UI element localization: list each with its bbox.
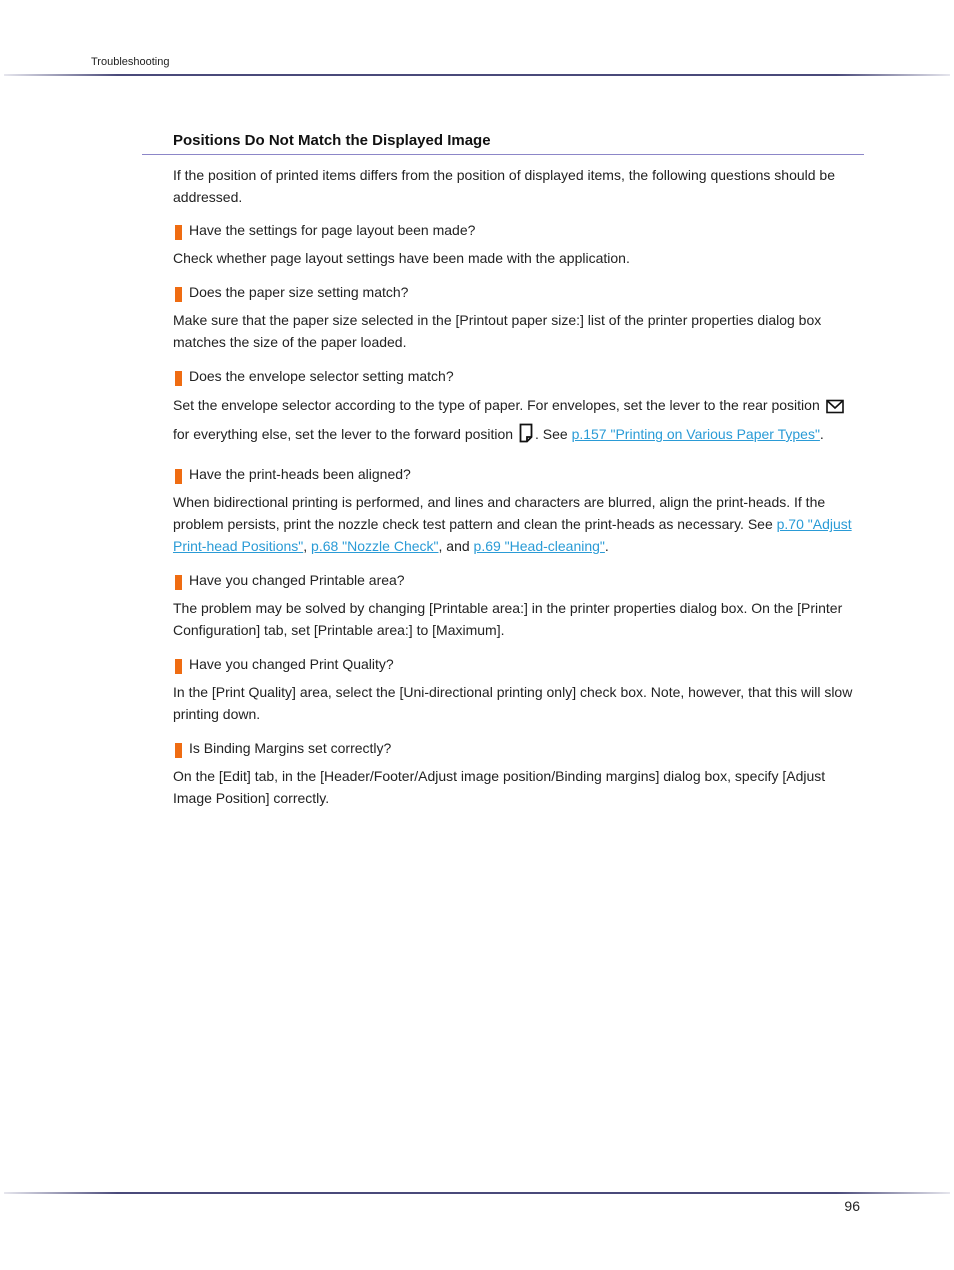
answer-text: Check whether page layout settings have been made with the application. xyxy=(173,250,630,266)
running-header: Troubleshooting xyxy=(91,56,170,68)
bullet-marker xyxy=(175,575,182,590)
question-text: Have you changed Printable area? xyxy=(189,572,405,588)
bullet-marker xyxy=(175,225,182,240)
answer-text xyxy=(173,491,865,557)
question-text: Does the envelope selector setting match? xyxy=(189,368,454,384)
bullet-marker xyxy=(175,371,182,386)
bullet-marker xyxy=(175,659,182,674)
question-item xyxy=(173,569,865,591)
answer-part: When bidirectional printing is performed, and lines and characters are blurred, align the print-heads. If the problem persists, print the nozzle check test pattern and clean the print-heads as necessary. See xyxy=(173,494,826,532)
answer-end: . xyxy=(604,538,609,554)
answer-text: On the [Edit] tab, in the [Header/Footer/Adjust image position/Binding margins] dialog box, specify [Adjust Image Position] correctly. xyxy=(173,768,826,806)
bullet-marker xyxy=(175,469,182,484)
question-item xyxy=(173,219,865,241)
intro-paragraph: If the position of printed items differs from the position of displayed items, the following questions should be addressed. xyxy=(173,167,835,205)
page-number: 96 xyxy=(844,1198,860,1214)
bullet-marker xyxy=(175,743,182,758)
question-text: Have the print-heads been aligned? xyxy=(189,466,411,482)
question-text: Does the paper size setting match? xyxy=(189,284,409,300)
paper-sheet-icon xyxy=(519,423,533,451)
separator: , and xyxy=(438,538,470,554)
answer-text: In the [Print Quality] area, select the [Uni-directional printing only] check box. Note, however, that this will slow printing down. xyxy=(173,684,853,722)
question-text: Have the settings for page layout been made? xyxy=(189,222,476,238)
answer-part: . See xyxy=(534,426,568,442)
title-rule xyxy=(142,154,864,155)
question-item xyxy=(173,365,865,387)
question-item xyxy=(173,653,865,675)
answer-part: Set the envelope selector according to the type of paper. For envelopes, set the lever to the rear position xyxy=(173,397,820,413)
question-text: Have you changed Print Quality? xyxy=(189,656,394,672)
answer-part: for everything else, set the lever to the forward position xyxy=(173,426,514,442)
link-head-cleaning[interactable]: p.69 "Head-cleaning" xyxy=(473,538,605,554)
envelope-icon xyxy=(826,397,844,422)
link-nozzle-check[interactable]: p.68 "Nozzle Check" xyxy=(311,538,439,554)
question-text: Is Binding Margins set correctly? xyxy=(189,740,392,756)
question-item xyxy=(173,463,865,485)
question-item xyxy=(173,281,865,303)
content xyxy=(173,164,865,821)
footer-rule xyxy=(4,1192,950,1194)
question-item xyxy=(173,737,865,759)
header-rule xyxy=(4,74,950,76)
section-title: Positions Do Not Match the Displayed Image xyxy=(173,132,491,149)
bullet-marker xyxy=(175,287,182,302)
answer-text: The problem may be solved by changing [Printable area:] in the printer properties dialog box. On the [Printer Configuration] tab, set [Printable area:] to [Maximum]. xyxy=(173,600,843,638)
link-printing-on-various-paper-types[interactable]: p.157 "Printing on Various Paper Types" xyxy=(571,426,820,442)
answer-end: . xyxy=(819,426,824,442)
answer-text xyxy=(173,393,865,451)
answer-text: Make sure that the paper size selected in the [Printout paper size:] list of the printer properties dialog box matches the size of the paper loaded. xyxy=(173,312,822,350)
link-adjust-print-head-positions[interactable]: p.70 "Adjust Print-head Positions" xyxy=(173,516,852,554)
separator: , xyxy=(303,538,308,554)
